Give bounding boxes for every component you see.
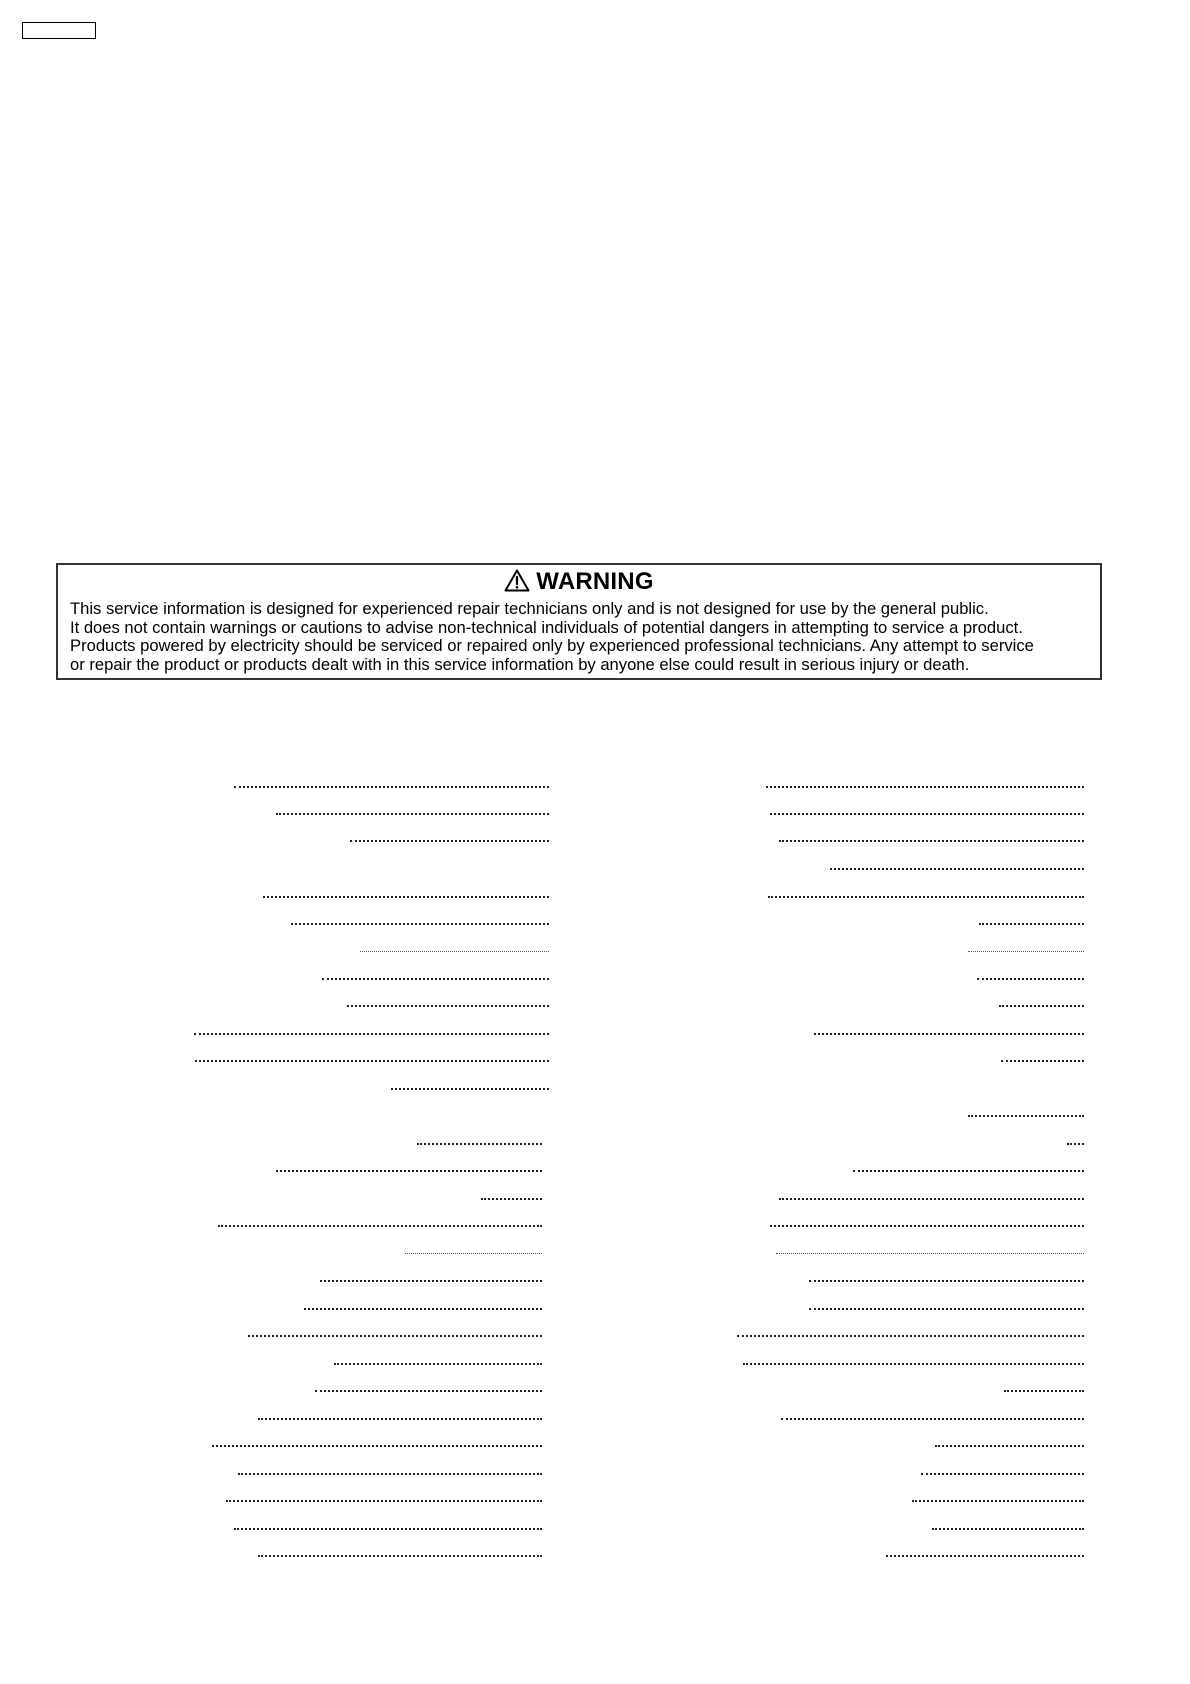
toc-leader <box>977 978 1084 980</box>
toc-leader <box>212 1445 542 1447</box>
toc-leader <box>234 786 549 788</box>
toc-leader <box>979 923 1084 925</box>
toc-leader <box>194 1033 549 1035</box>
toc-leader <box>320 1280 542 1282</box>
toc-leader <box>276 813 549 815</box>
toc-leader <box>481 1198 542 1200</box>
warning-triangle-icon <box>504 569 530 592</box>
toc-leader <box>276 1170 542 1172</box>
warning-line: or repair the product or products dealt with in this service information by anyone else could result in serious injury or death. <box>70 654 970 674</box>
toc-leader <box>781 1418 1084 1420</box>
toc-leader <box>968 951 1084 952</box>
toc-leader <box>234 1528 542 1530</box>
toc-leader <box>218 1225 542 1227</box>
toc-leader <box>360 951 549 952</box>
toc-leader <box>809 1280 1084 1282</box>
toc-leader <box>921 1473 1084 1475</box>
toc-leader <box>830 868 1084 870</box>
warning-line: It does not contain warnings or cautions to advise non-technical individuals of potential dangers in attempting to service a product. <box>70 617 1023 637</box>
toc-leader <box>226 1500 542 1502</box>
warning-line: This service information is designed for experienced repair technicians only and is not designed for use by the general public. <box>70 599 989 618</box>
toc-leader <box>776 1253 1084 1254</box>
toc-leader <box>238 1473 542 1475</box>
toc-leader <box>1004 1390 1084 1392</box>
document-id-box <box>22 22 96 39</box>
warning-line: Products powered by electricity should be serviced or repaired only by experienced professional technicians. Any attempt to service <box>70 636 1034 655</box>
warning-notice <box>56 563 1102 680</box>
toc-leader <box>322 978 549 980</box>
toc-leader <box>405 1253 542 1254</box>
toc-leader <box>912 1500 1084 1502</box>
toc-leader <box>315 1390 542 1392</box>
toc-leader <box>417 1143 542 1145</box>
toc-leader <box>263 896 549 898</box>
toc-leader <box>935 1445 1084 1447</box>
warning-text <box>70 600 1092 674</box>
toc-leader <box>350 840 549 842</box>
toc-leader <box>853 1170 1084 1172</box>
toc-leader <box>768 896 1084 898</box>
toc-leader <box>886 1555 1084 1557</box>
toc-leader <box>258 1418 542 1420</box>
toc-leader <box>770 813 1084 815</box>
toc-leader <box>347 1005 549 1007</box>
toc-leader <box>195 1060 549 1062</box>
toc-leader <box>932 1528 1084 1530</box>
toc-leader <box>779 1198 1084 1200</box>
toc-leader <box>743 1363 1084 1365</box>
toc-leader <box>291 923 549 925</box>
warning-title: WARNING <box>536 568 654 595</box>
toc-leader <box>304 1308 542 1310</box>
toc-leader <box>258 1555 542 1557</box>
toc-leader <box>779 840 1084 842</box>
toc-leader <box>1067 1143 1084 1145</box>
toc-leader <box>1001 1060 1084 1062</box>
warning-heading <box>58 568 1100 596</box>
toc-leader <box>248 1335 542 1337</box>
toc-leader <box>737 1335 1084 1337</box>
toc-leader <box>999 1005 1084 1007</box>
toc-leader <box>968 1115 1084 1117</box>
toc-leader <box>814 1033 1084 1035</box>
toc-leader <box>391 1088 549 1090</box>
toc-leader <box>809 1308 1084 1310</box>
toc-leader <box>766 786 1084 788</box>
toc-leader <box>770 1225 1084 1227</box>
toc-leader <box>334 1363 542 1365</box>
